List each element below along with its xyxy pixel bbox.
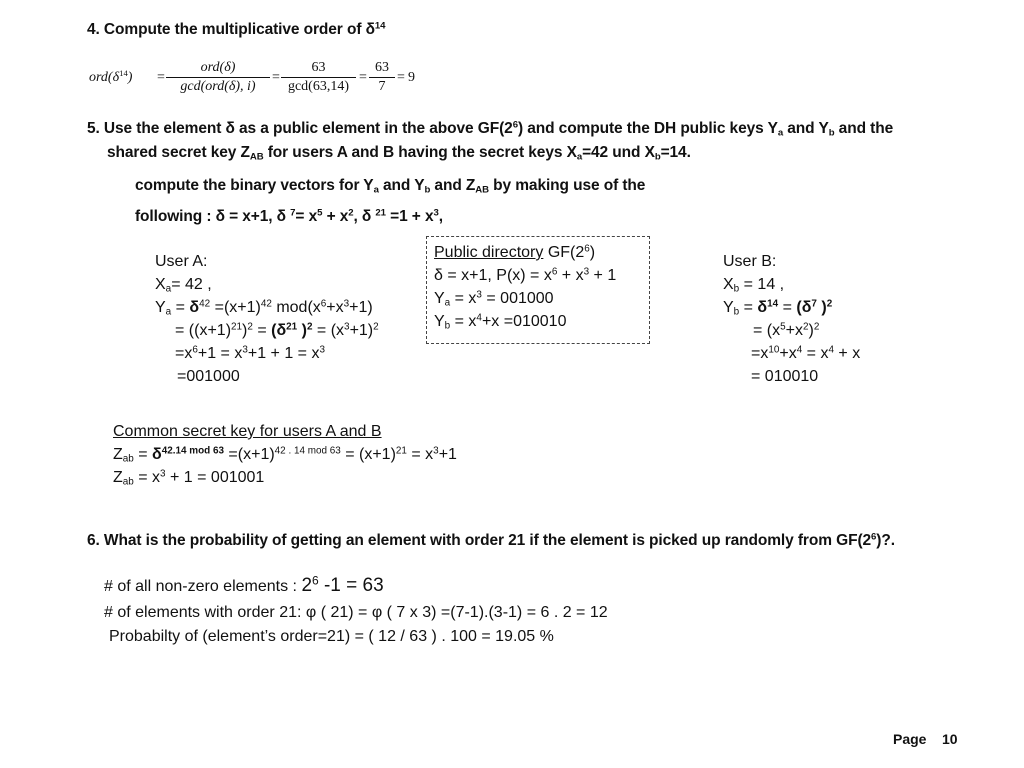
formula-fraction-3 xyxy=(369,60,395,95)
fraction-1-numerator: ord(δ) xyxy=(200,60,236,75)
public-directory-ya: $Y_a = x^3 = 001000$ xyxy=(434,289,554,309)
user-a-ya: $Y_a = \delta^{42} =(x+1)^{42}$ $mod(x^6+x^3+1)$ xyxy=(155,298,373,318)
public-directory xyxy=(434,241,616,333)
formula-eq-1: = xyxy=(157,70,165,85)
page-number: 10 xyxy=(942,731,958,747)
common-key-section xyxy=(113,420,457,489)
common-key-header: Common secret key for users A and B xyxy=(113,423,382,440)
user-a-header: User A: xyxy=(155,253,208,270)
formula-result: 9 xyxy=(408,70,415,85)
user-b-xb: $X_b = 14$ , xyxy=(723,276,785,295)
formula-eq-2: = xyxy=(272,70,280,85)
formula-eq-3: = xyxy=(359,70,367,85)
user-a-panel xyxy=(155,250,379,388)
user-a-step-1: = $((x+1)^{21})^2 = (\delta^{21}$ )$^2 = (x^3+1)^2$ xyxy=(175,321,379,339)
q5-line-2: shared secret key $Z_{AB}$ for users A and B having the secret keys $X_a=42$ und $X_b=14$. xyxy=(107,144,691,163)
public-directory-header: Public directory $GF(2^6)$ xyxy=(434,243,596,261)
formula-fraction-2 xyxy=(281,60,356,95)
common-key-line-2: $Z_{ab} = x^3 + 1 = 001001$ xyxy=(113,468,265,488)
fraction-1-denominator: gcd(ord(δ), i) xyxy=(166,77,270,95)
fraction-2-denominator: gcd(63,14) xyxy=(281,77,356,95)
user-b-step-3: = 010010 xyxy=(751,368,819,385)
user-b-step-1: = $(x^5+x^2)^2$ xyxy=(753,321,820,339)
user-b-yb: $Y_b = \delta^{14} = (\delta^7$ )$^2$ xyxy=(723,298,833,318)
user-b-panel xyxy=(723,250,860,388)
q6-line-2: # of elements with order 21: φ ( 21) = φ ( 7 x 3) =(7-1).(3-1) = 6 . 2 = 12 xyxy=(104,604,608,621)
fraction-3-numerator: 63 xyxy=(375,60,389,75)
user-b-header: User B: xyxy=(723,253,777,270)
page-label: Page xyxy=(893,731,927,747)
q5-line-3: compute the binary vectors for $Y_a$ and $Y_b$ and $Z_{AB}$ by making use of the xyxy=(135,177,646,196)
public-directory-yb: $Y_b = x^4+x =010010$ xyxy=(434,312,567,332)
q5-line-4: following : δ = x+1, δ $^7= x^5 + x^2$, δ $^{21} =1 + x^3$, xyxy=(135,207,443,225)
formula-fraction-1 xyxy=(166,60,270,95)
q4-title: 4. Compute the multiplicative order of $\delta^{14}$ xyxy=(87,20,386,38)
fraction-2-numerator: 63 xyxy=(311,60,326,75)
q6-title: 6. What is the probability of getting an element with order 21 if the element is picked up randomly from $GF(2^6)$?. xyxy=(87,531,895,549)
user-a-step-2: $=x^6+1 = x^3+1 + 1 = x^3$ xyxy=(175,344,325,362)
q5-line-1: 5. Use the element δ as a public element in the above $GF(2^6)$ and compute the DH public keys $Y_a$ and $Y_b$ and the xyxy=(87,119,894,139)
q6-line-1: # of all non-zero elements : $2^6$ -1 = 63 xyxy=(104,573,384,596)
q6-line-3: Probabilty of (element’s order=21) = ( 12 / 63 ) . 100 = 19.05 % xyxy=(109,628,554,645)
user-b-step-2: $=x^{10}+x^4 = x^4 + x$ xyxy=(751,344,861,362)
formula-lhs: $ord(\delta^{14})$ xyxy=(89,68,133,85)
user-a-xa: $X_a= 42$ , xyxy=(155,276,212,295)
formula-eq-4: = xyxy=(397,70,405,85)
common-key-line-1: $Z_{ab} = \delta^{42.14 mod 63} =(x+1)^{42 . 14 mod 63} = (x+1)^{21} = x^3+1$ xyxy=(113,445,457,465)
user-a-step-3: =001000 xyxy=(177,368,240,385)
fraction-3-denominator: 7 xyxy=(369,77,395,95)
public-directory-params: δ = x+1, $P(x) = x^6 + x^3 + 1$ xyxy=(434,266,617,284)
